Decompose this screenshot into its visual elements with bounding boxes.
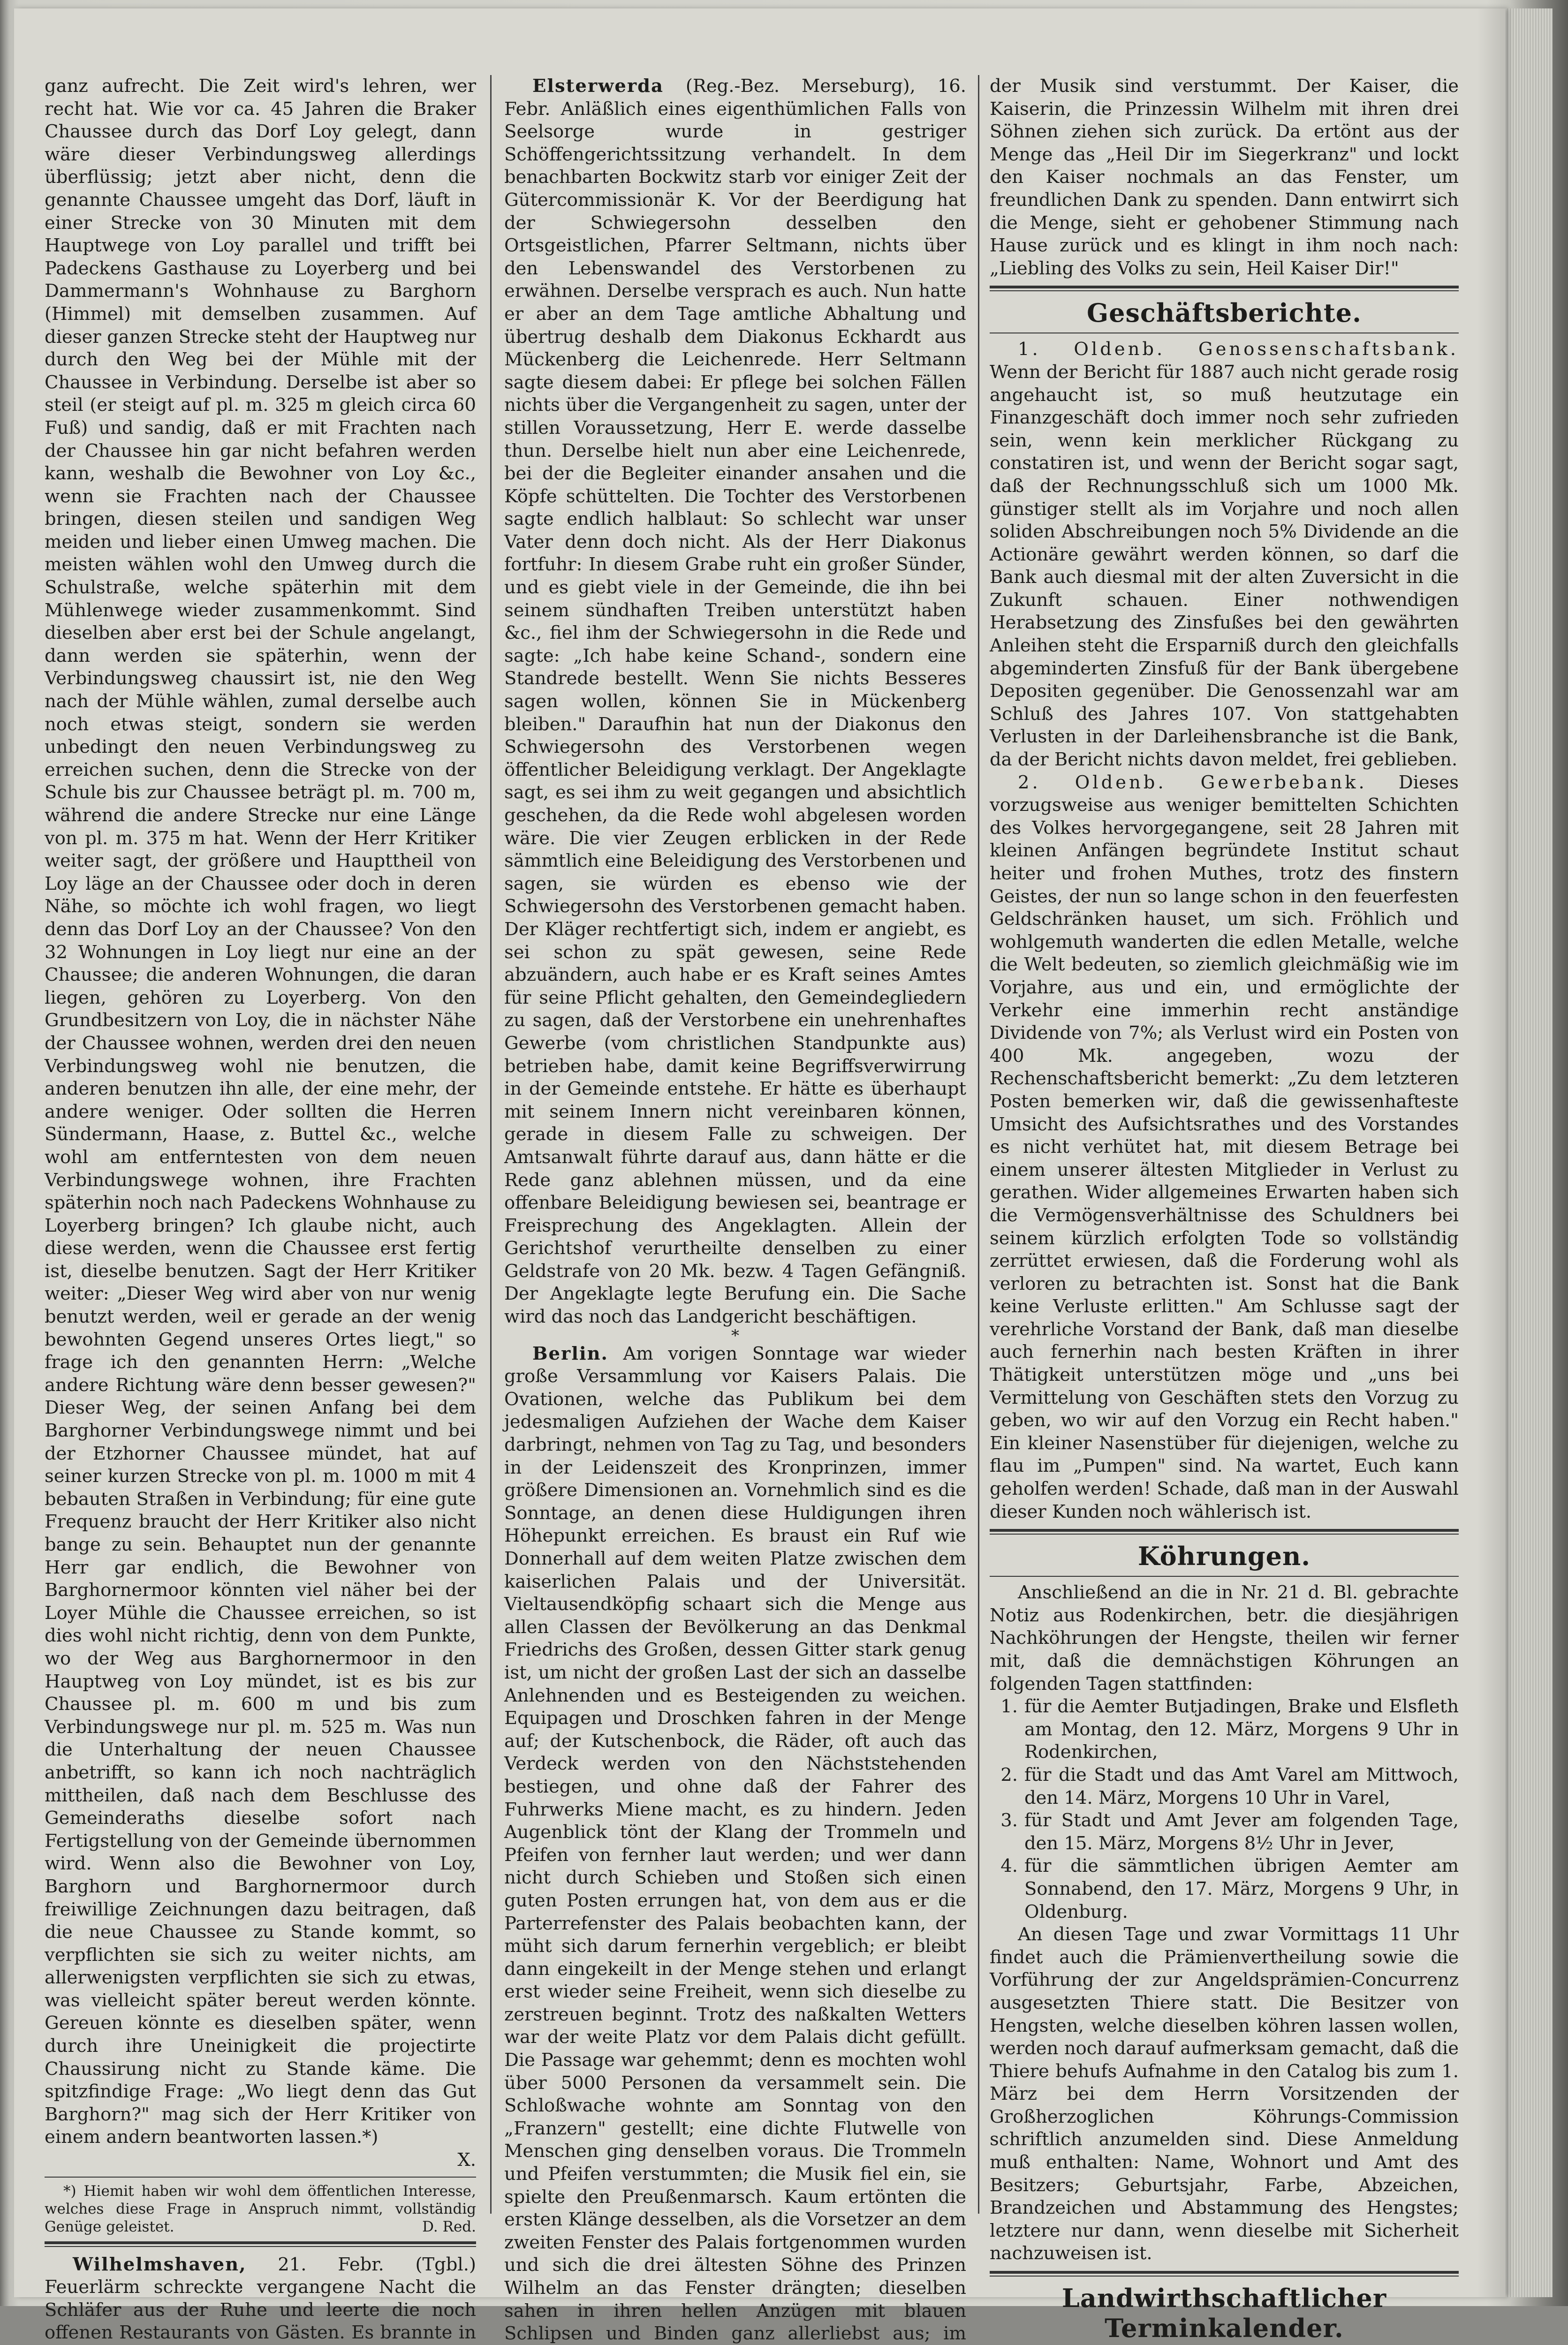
divider (45, 2177, 476, 2178)
list-item: 2. für die Stadt und das Amt Varel am Mittwoch, den 14. März, Morgens 10 Uhr in Varel, (1000, 1764, 1459, 1808)
list-item: 3. für Stadt und Amt Jever am folgenden Tage, den 15. März, Morgens 8½ Uhr in Jever, (1000, 1810, 1459, 1854)
column-1 (45, 75, 476, 2345)
article-signature: X. (457, 2149, 476, 2171)
koehrungen-intro: Anschließend an die in Nr. 21 d. Bl. gebrachte Notiz aus Rodenkirchen, betr. die diesjährigen Nachköhrungen der Hengste, theilen wir ferner mit, daß die demnächstigen Köhrungen an folgenden Tagen stattfinden: (990, 1582, 1459, 1694)
dateline-berlin: Berlin. (532, 1343, 608, 1364)
list-item: 4. für die sämmtlichen übrigen Aemter am Sonnabend, den 17. März, Morgens 9 Uhr, in Oldenburg. (1000, 1855, 1459, 1922)
article-berlin-continued: der Musik sind verstummt. Der Kaiser, die Kaiserin, die Prinzessin Wilhelm mit ihren drei Söhnen ziehen sich zurück. Da ertönt aus der Menge das „Heil Dir im Siegerkranz" und lockt den Kaiser nochmals an das Fenster, um freundlichen Dank zu spenden. Dann entwirrt sich die Menge, sieht er gehobener Stimmung nach Hause zurück und es klingt in ihm noch nach: „Liebling des Volks zu sein, Heil Kaiser Dir!" (990, 76, 1459, 279)
heading-terminkalender: Landwirthschaftlicher Terminkalender. (1061, 2283, 1387, 2344)
section-divider (990, 286, 1459, 291)
section-divider (990, 1529, 1459, 1535)
section-divider (990, 2271, 1459, 2277)
article-elsterwerda: Elsterwerda (Reg.-Bez. Merseburg), 16. Febr. Anläßlich eines eigenthümlichen Falls von Seelsorge wurde in gestriger Schöffengerichtssitzung verhandelt. In dem benachbarten Bockwitz starb vor einiger Zeit der Gütercommissionär K. Vor der Beerdigung hat der Schwiegersohn desselben den Ortsgeistlichen, Pfarrer Seltmann, nichts über den Lebenswandel des Verstorbenen zu erwähnen. Derselbe versprach es auch. Nun hatte er aber an dem Tage amtliche Abhaltung und übertrug deshalb dem Diakonus Eckhardt aus Mückenberg die Leichenrede. Herr Seltmann sagte diesem dabei: Er pflege bei solchen Fällen nichts über die Vergangenheit zu sagen, unter der stillen Voraussetzung, Herr E. werde dasselbe thun. Derselbe hielt nun aber eine Leichenrede, bei der die Begleiter einander ansahen und die Köpfe schüttelten. Die Tochter des Verstorbenen sagte endlich halblaut: So schlecht war unser Vater denn doch nicht. Als der Herr Diakonus fortfuhr: In diesem Grabe ruht ein großer Sünder, und es giebt viele in der Gemeinde, die ihn bei seinem sündhaften Treiben unterstützt haben &c., fiel ihm der Schwiegersohn in die Rede und sagte: „Ich habe keine Schand-, sondern eine Standrede bestellt. Wenn Sie nichts Besseres sagen wollen, können Sie in Mückenberg bleiben." Daraufhin hat nun der Diakonus den Schwiegersohn des Verstorbenen wegen öffentlicher Beleidigung verklagt. Der Angeklagte sagt, es sei ihm zu weit gegangen und absichtlich geschehen, da die Rede wohl abgelesen worden wäre. Die vier Zeugen erblicken in der Rede sämmtlich eine Beleidigung des Verstorbenen und sagen, sie würden es ebenso wie der Schwiegersohn des Verstorbenen gemacht haben. Der Kläger rechtfertigt sich, indem er angiebt, es sei schon zu spät gewesen, seine Rede abzuändern, auch habe er es Kraft seines Amtes für seine Pflicht gehalten, den Gemeindegliedern zu sagen, daß der Verstorbene ein unehrenhaftes Gewerbe (vom christlichen Standpunkte aus) betrieben habe, damit keine Begriffsverwirrung in der Gemeinde entstehe. Er hätte es überhaupt mit seinem Innern nicht vereinbaren können, gerade in diesem Falle zu schweigen. Der Amtsanwalt führte darauf aus, dann hätte er die Rede ganz ablehnen müssen, und da eine offenbare Beleidigung bewiesen sei, beantrage er Freisprechung des Angeklagten. Allein der Gerichtshof verurtheilte denselben zu einer Geldstrafe von 20 Mk. bezw. 4 Tagen Gefängniß. Der Angeklagte legte Berufung ein. Die Sache wird das noch das Landgericht beschäftigen. (504, 76, 966, 1328)
article-berlin: Berlin. Am vorigen Sonntage war wieder große Versammlung vor Kaisers Palais. Die Ovationen, welche das Publikum bei dem jedesmaligen Aufziehen der Wache dem Kaiser darbringt, nehmen von Tag zu Tag, und besonders in der Leidenszeit des Kronprinzen, immer größere Dimensionen an. Vornehmlich sind es die Sonntage, an denen diese Huldigungen ihren Höhepunkt erreichen. Es braust ein Ruf wie Donnerhall auf dem weiten Platze zwischen dem kaiserlichen Palais und der Universität. Vieltausendköpfig schaart sich die Menge aus allen Classen der Bevölkerung an das Denkmal Friedrichs des Großen, dessen Gitter stark genug ist, um nicht der großen Last der sich an dasselbe Anlehnenden und es Besteigenden zu weichen. Equipagen und Droschken fahren in der Menge auf; der Kutschenbock, die Räder, oft auch das Verdeck werden von den Nächststehenden bestiegen, und ohne daß der Fahrer des Fuhrwerks Miene macht, es zu hindern. Jeden Augenblick tönt der Klang der Trommeln und Pfeifen von fernher laut werden; und wer dann nicht durch Schieben und Stoßen sich einen guten Posten errungen hat, von dem aus er die Parterrefenster des Palais beobachten kann, der müht sich darum fernerhin vergeblich; er bleibt dann eingekeilt in der Menge stehen und erlangt erst wieder seine Freiheit, wenn sich dieselbe zu zerstreuen beginnt. Trotz des naßkalten Wetters war der weite Platz vor dem Palais dicht gefüllt. Die Passage war gehemmt; denn es mochten wohl über 5000 Personen da versammelt sein. Die Schloßwache wohnte am Sonntag von den „Franzern" gestellt; eine dichte Flutwelle von Menschen ging denselben voraus. Die Trommeln und Pfeifen verstummten; die Musik fiel ein, sie spielte den Preußenmarsch. Kaum ertönten die ersten Klänge desselben, als die Vorsetzer an dem zweiten Fenster des Palais fortgenommen wurden und sich die drei ältesten Söhne des Prinzen Wilhelm an das Fenster drängten; dieselben sahen in ihren hellen Anzügen mit blauen Schlipsen und Binden ganz allerliebst aus; im (504, 1343, 966, 2345)
section-divider (45, 2241, 476, 2247)
separator-star: * (731, 1326, 739, 1345)
heading-koehrungen: Köhrungen. (1137, 1541, 1311, 1572)
list-item: 1. für die Aemter Butjadingen, Brake und Elsfleth am Montag, den 12. März, Morgens 9 Uhr in Rodenkirchen, (1000, 1696, 1459, 1763)
divider (990, 1576, 1459, 1577)
column-rule (490, 75, 492, 2214)
column-3 (990, 75, 1459, 2345)
column-2 (504, 75, 966, 2345)
dateline-wilhelmshaven: Wilhelmshaven, (73, 2254, 247, 2275)
footnote-signature: D. Red. (422, 2218, 476, 2235)
report-genossenschaftsbank: 1. Oldenb. Genossenschaftsbank. Wenn der Bericht für 1887 auch nicht gerade rosig angehaucht ist, so muß heutzutage ein Finanzgeschäft doch immer noch sehr zufrieden sein, wenn kein merklicher Rückgang zu constatiren ist, und wenn der Bericht sogar sagt, daß der Rechnungsschluß sich um 1000 Mk. günstiger stellt als im Vorjahre und noch allen soliden Abschreibungen noch 5% Dividende an die Actionäre gewährt werden können, so darf die Bank auch diesmal mit der alten Zuversicht in die Zukunft schauen. Einer nothwendigen Herabsetzung des Zinsfußes bei den gewährten Anleihen steht die Ersparniß durch den gleichfalls abgeminderten Zinsfuß für der Bank übergebene Depositen gegenüber. Die Genossenzahl war am Schluß des Jahres 107. Von stattgehabten Verlusten in der Darleihensbranche ist die Bank, da der Bericht nichts davon meldet, frei geblieben. (990, 339, 1459, 771)
koehrungen-outro: An diesen Tage und zwar Vormittags 11 Uhr findet auch die Prämienvertheilung sowie die Vorführung der zur Angeldsprämien-Concurrenz ausgesetzten Thiere statt. Die Besitzer von Hengsten, welche dieselben köhren lassen wollen, werden noch darauf aufmerksam gemacht, daß die Thiere behufs Aufnahme in den Catalog bis zum 1. März bei dem Herrn Vorsitzenden der Großherzoglichen Köhrungs-Commission schriftlich anzumelden sind. Diese Anmeldung muß enthalten: Name, Wohnort und Amt des Besitzers; Geburtsjahr, Farbe, Abzeichen, Brandzeichen und Abstammung des Hengstes; letztere nur dann, wenn dieselbe mit Sicherheit nachzuweisen ist. (990, 1924, 1459, 2264)
page-curl-shadow (1477, 8, 1506, 2297)
report-gewerbebank: 2. Oldenb. Gewerbebank. Dieses vorzugsweise aus weniger bemittelten Schichten des Volkes hervorgegangene, seit 28 Jahren mit kleinen Anfängen begründete Institut schaut heiter und frohen Muthes, trotz des finstern Geistes, der nun so lange schon in den feuerfesten Geldschränken hauset, um sich. Fröhlich und wohlgemuth wanderten die edlen Metalle, welche die Welt bedeuten, so ziemlich gleichmäßig wie im Vorjahre, aus und ein, und ermöglichte der Verkehr eine immerhin recht anständige Dividende von 7%; als Verlust wird ein Posten von 400 Mk. angegeben, wozu der Rechenschaftsbericht bemerkt: „Zu dem letzteren Posten bemerken wir, daß die gewissenhafteste Umsicht des Aufsichtsrathes und des Vorstandes es nicht verhütet hat, mit diesem Betrage bei einem unserer ältesten Mitglieder in Verlust zu gerathen. Wider allgemeines Erwarten haben sich die Vermögensverhältnisse des Schuldners bei seinem kürzlich erfolgten Tode so vollständig zerrüttet erwiesen, daß die Forderung wohl als verloren zu betrachten ist. Sonst hat die Bank keine Verluste erlitten." Am Schlusse sagt der verehrliche Vorstand der Bank, daß man dieselbe auch fernerhin nach besten Kräften in ihrer Thätigkeit unterstützen möge und „uns bei Vermittelung von Geschäften stets den Vorzug zu geben, wo wir auf den Vorzug ein Recht haben." Ein kleiner Nasenstüber für diejenigen, welche zu flau im „Pumpen" sind. Na wartet, Euch kann geholfen werden! Schade, daß man in der Auswahl dieser Kunden noch wählerisch ist. (990, 772, 1459, 1522)
editor-footnote: *) Hiemit haben wir wohl dem öffentlichen Interesse, welches diese Frage in Anspruch nimmt, vollständig Genüge geleistet. D. Red. (45, 2182, 476, 2235)
heading-geschaeftsberichte: Geschäftsberichte. (1087, 298, 1362, 328)
dateline-elsterwerda: Elsterwerda (532, 76, 664, 97)
column-rule (978, 75, 979, 2214)
page-edges (1506, 8, 1553, 2297)
article-wilhelmshaven: Wilhelmshaven, 21. Febr. (Tgbl.) Feuerlärm schreckte vergangene Nacht die Schläfer aus der Ruhe und leerte die noch offenen Restaurants von Gästen. Es brannte in (45, 2254, 476, 2344)
article-loy-chaussee: ganz aufrecht. Die Zeit wird's lehren, wer recht hat. Wie vor ca. 45 Jahren die Braker Chaussee durch das Dorf Loy gelegt, dann wäre dieser Verbindungsweg allerdings überflüssig; jetzt aber nicht, denn die genannte Chaussee umgeht das Dorf, läuft in einer Strecke von 30 Minuten mit dem Hauptwege von Loy parallel und trifft bei Padeckens Gasthause zu Loyerberg und bei Dammermann's Wohnhause zu Barghorn (Himmel) mit demselben zusammen. Auf dieser ganzen Strecke steht der Hauptweg nur durch den Weg bei der Mühle mit der Chaussee in Verbindung. Derselbe ist aber so steil (er steigt auf pl. m. 325 m gleich circa 60 Fuß) und sandig, daß er mit Frachten nach der Chaussee hin gar nicht befahren werden kann, weshalb die Bewohner von Loy &c., wenn sie Frachten nach der Chaussee bringen, diesen steilen und sandigen Weg meiden und lieber einen Umweg machen. Die meisten wählen wohl den Umweg durch die Schulstraße, welche späterhin mit dem Mühlenwege wieder zusammenkommt. Sind dieselben aber erst bei der Schule angelangt, dann werden sie späterhin, wenn der Verbindungsweg chaussirt ist, nie den Weg nach der Mühle wählen, zumal derselbe auch noch etwas steigt, sondern sie werden unbedingt den neuen Verbindungsweg zu erreichen suchen, denn die Strecke von der Schule bis zur Chaussee beträgt pl. m. 700 m, während die andere Strecke nur eine Länge von pl. m. 375 m hat. Wenn der Herr Kritiker weiter sagt, der größere und Haupttheil von Loy läge an der Chaussee oder doch in deren Nähe, so möchte ich wohl fragen, wo liegt denn das Dorf Loy an der Chaussee? Von den 32 Wohnungen in Loy liegt nur eine an der Chaussee; die anderen Wohnungen, die daran liegen, gehören zu Loyerberg. Von den Grundbesitzern von Loy, die in nächster Nähe der Chaussee wohnen, werden drei den neuen Verbindungsweg wohl nie benutzen, die anderen benutzen ihn alle, der eine mehr, der andere weniger. Oder sollten die Herren Sündermann, Haase, z. Buttel &c., welche wohl am entferntesten von dem neuen Verbindungswege wohnen, ihre Frachten späterhin noch nach Padeckens Wohnhause zu Loyerberg bringen? Ich glaube nicht, auch diese werden, wenn die Chaussee erst fertig ist, dieselbe benutzen. Sagt der Herr Kritiker weiter: „Dieser Weg wird aber von nur wenig benutzt werden, weil er gerade an der wenig bewohnten Gegend unseres Ortes liegt," so frage ich den genannten Herrn: „Welche andere Richtung wäre denn besser gewesen?" Dieser Weg, der seinen Anfang bei dem Barghorner Verbindungswege nimmt und bei der Etzhorner Chaussee mündet, hat auf seiner kurzen Strecke von pl. m. 1000 m mit 4 bebauten Straßen in Verbindung; für eine gute Frequenz braucht der Herr Kritiker also nicht bange zu sein. Behauptet nun der genannte Herr gar endlich, die Bewohner von Barghornermoor könnten viel näher bei der Loyer Mühle die Chaussee erreichen, so ist dies wohl nicht richtig, denn von dem Punkte, wo der Weg aus Barghornermoor in den Hauptweg von Loy mündet, ist es bis zur Chaussee pl. m. 600 m und bis zum Verbindungswege nur pl. m. 525 m. Was nun die Unterhaltung der neuen Chaussee anbetrifft, so kann ich noch nachträglich mittheilen, daß nach dem Beschlusse des Gemeinderaths dieselbe sofort nach Fertigstellung von der Gemeinde übernommen wird. Wenn also die Bewohner von Loy, Barghorn und Barghornermoor durch freiwillige Zeichnungen dazu beitragen, daß die neue Chaussee zu Stande kommt, so verpflichten sie sich zu weiter nichts, am allerwenigsten verpflichten sie sich zu etwas, was vielleicht später bereut werden könnte. Gereuen könnte es dieselben später, wenn durch ihre Uneinigkeit die projectirte Chaussirung nicht zu Stande käme. Die spitzfindige Frage: „Wo liegt denn das Gut Barghorn?" mag sich der Herr Kritiker von einem andern beantworten lassen.*) (45, 76, 476, 2148)
